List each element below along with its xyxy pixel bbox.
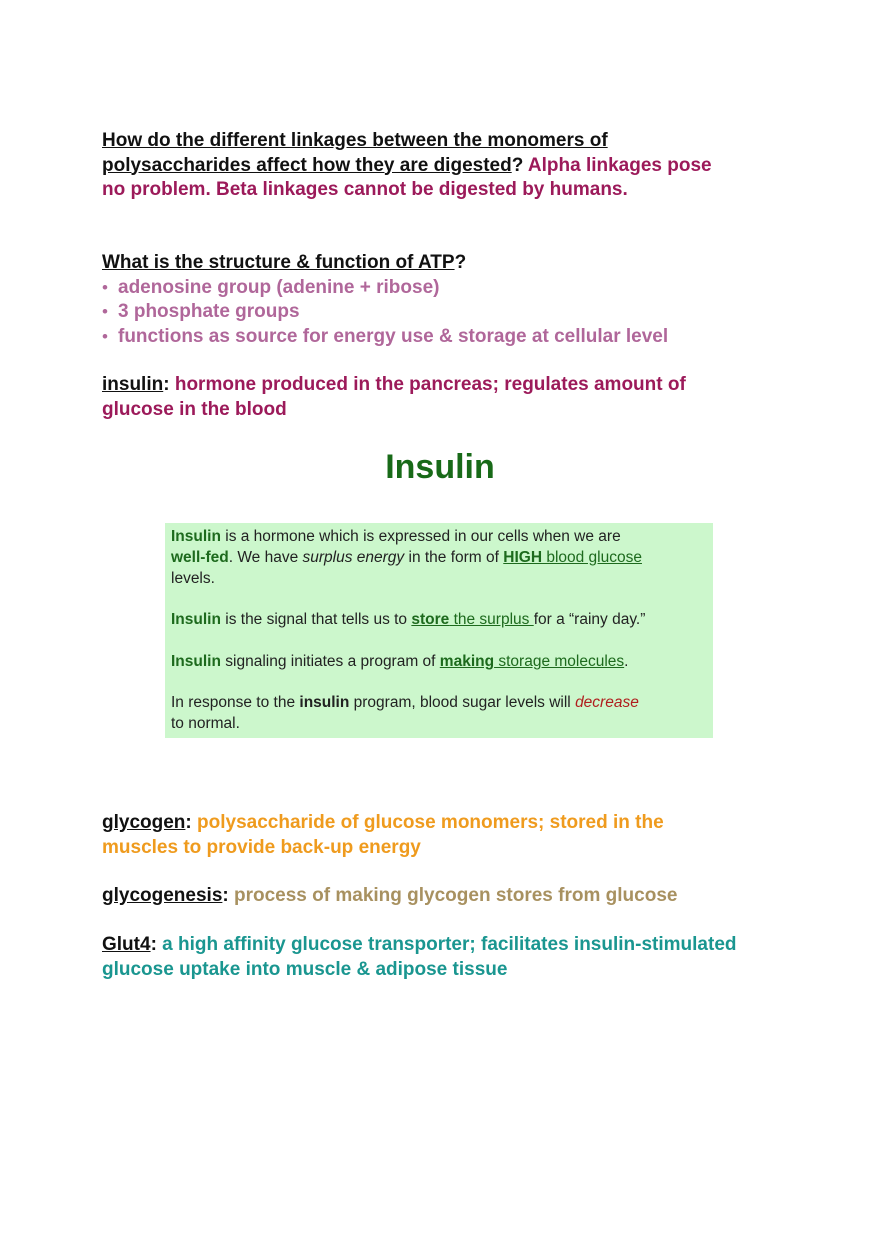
info-paragraph: Insulin is a hormone which is expressed in our cells when we are well-fed. We have surplus energy in the form of HIGH blood glucose levels. <box>171 528 642 587</box>
list-item: • functions as source for energy use & storage at cellular level <box>102 325 792 350</box>
definition-text: polysaccharide of glucose monomers; stored in the <box>197 812 664 833</box>
definition-text: a high affinity glucose transporter; facilitates insulin-stimulated <box>162 934 737 955</box>
atp-bullet-list <box>102 276 792 350</box>
definition-term: glycogen <box>102 812 186 833</box>
definition-text: muscles to provide back-up energy <box>102 836 421 858</box>
insulin-info-box <box>165 523 713 738</box>
question-text: polysaccharides affect how they are digested <box>102 154 512 176</box>
glycogen-definition: glycogen: polysaccharide of glucose monomers; stored in the muscles to provide back-up energy <box>102 812 664 858</box>
glut4-definition: Glut4: a high affinity glucose transporter; facilitates insulin-stimulated glucose uptake into muscle & adipose tissue <box>102 934 737 980</box>
list-item: • 3 phosphate groups <box>102 300 792 325</box>
info-paragraph: Insulin is the signal that tells us to store the surplus for a “rainy day.” <box>171 611 646 629</box>
glycogenesis-definition: glycogenesis: process of making glycogen stores from glucose <box>102 885 678 906</box>
insulin-definition: insulin: hormone produced in the pancreas; regulates amount of glucose in the blood <box>102 374 686 420</box>
linkage-question: How do the different linkages between the monomers of polysaccharides affect how they are digested? Alpha linkages pose no problem. Beta linkages cannot be digested by humans. <box>102 130 712 200</box>
definition-text: glucose uptake into muscle & adipose tissue <box>102 958 508 980</box>
answer-text: no problem. Beta linkages cannot be digested by humans. <box>102 179 628 200</box>
list-item: • adenosine group (adenine + ribose) <box>102 276 792 301</box>
info-paragraph: In response to the insulin program, blood sugar levels will decrease to normal. <box>171 694 639 733</box>
answer-text: Alpha linkages pose <box>527 154 712 176</box>
slide-title: Insulin <box>385 448 495 486</box>
question-text: How do the different linkages between the monomers of <box>102 130 608 151</box>
info-paragraph: Insulin signaling initiates a program of making storage molecules. <box>171 652 629 670</box>
definition-text: glucose in the blood <box>102 398 287 420</box>
definition-text: process of making glycogen stores from glucose <box>234 885 678 906</box>
atp-question: What is the structure & function of ATP? • adenosine group (adenine + ribose) • 3 phosphate groups • functions as source for energy use & storage at cellular level <box>102 251 792 349</box>
definition-text: hormone produced in the pancreas; regulates amount of <box>174 374 686 395</box>
definition-term: insulin <box>102 374 164 395</box>
question-text: What is the structure & function of ATP <box>102 252 455 273</box>
definition-term: Glut4 <box>102 934 151 955</box>
definition-term: glycogenesis <box>102 885 223 906</box>
